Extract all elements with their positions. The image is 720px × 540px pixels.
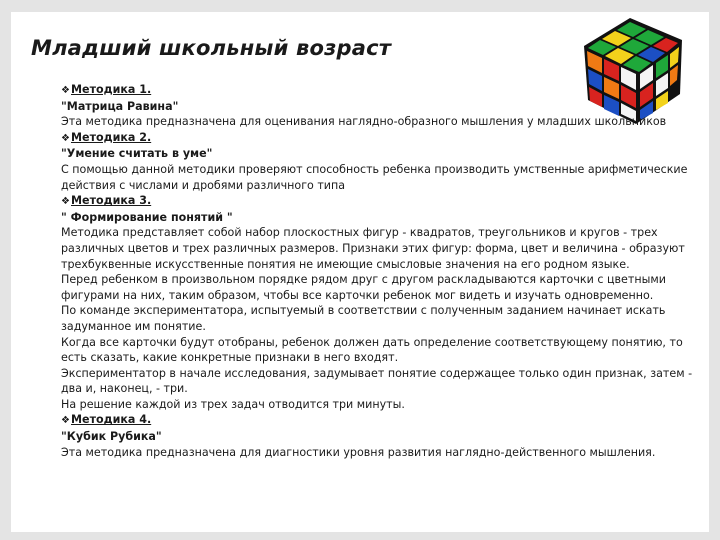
method-3-paragraph: Когда все карточки будут отобраны, ребенок должен дать определение соответствующему понятию, то есть сказать, какие конкретные признаки в него входят. bbox=[61, 335, 683, 365]
slide bbox=[11, 12, 709, 532]
methods-content bbox=[61, 82, 701, 460]
method-3-name: " Формирование понятий " bbox=[61, 210, 233, 224]
method-2 bbox=[61, 130, 701, 193]
method-3 bbox=[61, 193, 701, 412]
method-3-paragraph: На решение каждой из трех задач отводится три минуты. bbox=[61, 397, 405, 411]
method-1 bbox=[61, 82, 701, 130]
method-3-heading: ❖Методика 3. bbox=[61, 193, 701, 210]
method-3-paragraph: Перед ребенком в произвольном порядке рядом друг с другом раскладываются карточки с цветными фигурами на них, таким образом, чтобы все карточки ребенок мог видеть и изучать одновременно. bbox=[61, 273, 666, 302]
diamond-bullet-icon: ❖ bbox=[61, 196, 70, 208]
method-2-paragraph: С помощью данной методики проверяют способность ребенка производить умственные арифметические действия с числами и дробями различного типа bbox=[61, 162, 688, 192]
diamond-bullet-icon: ❖ bbox=[61, 85, 70, 96]
method-4-paragraph: Эта методика предназначена для диагностики уровня развития наглядно-действенного мышления. bbox=[61, 445, 656, 459]
diamond-bullet-icon: ❖ bbox=[61, 415, 70, 427]
method-3-paragraph: Экспериментатор в начале исследования, задумывает понятие содержащее только один признак, затем - два и, наконец, - три. bbox=[61, 366, 693, 396]
method-1-paragraph: Эта методика предназначена для оценивания наглядно-образного мышления у младших школьников bbox=[61, 115, 667, 129]
method-1-name: "Матрица Равина" bbox=[61, 99, 179, 113]
diamond-bullet-icon: ❖ bbox=[61, 132, 70, 144]
method-4 bbox=[61, 412, 701, 460]
method-3-paragraph: По команде экспериментатора, испытуемый в соответствии с полученным заданием начинает искать задуманное им понятие. bbox=[61, 304, 666, 333]
method-4-heading: ❖Методика 4. bbox=[61, 412, 701, 429]
method-2-heading: ❖Методика 2. bbox=[61, 130, 701, 147]
method-4-name: "Кубик Рубика" bbox=[61, 430, 162, 444]
slide-title: Младший школьный возраст bbox=[31, 36, 392, 60]
method-1-heading: ❖Методика 1. bbox=[61, 82, 701, 99]
method-2-name: "Умение считать в уме" bbox=[61, 147, 213, 161]
method-3-paragraph: Методика представляет собой набор плоскостных фигур - квадратов, треугольников и кругов - трех различных цветов и трех различных размеров. Признаки этих фигур: форма, цвет и величина - образуют трехбуквенные искусственные понятия не имеющие смысловые значения на его родном языке. bbox=[61, 226, 685, 271]
